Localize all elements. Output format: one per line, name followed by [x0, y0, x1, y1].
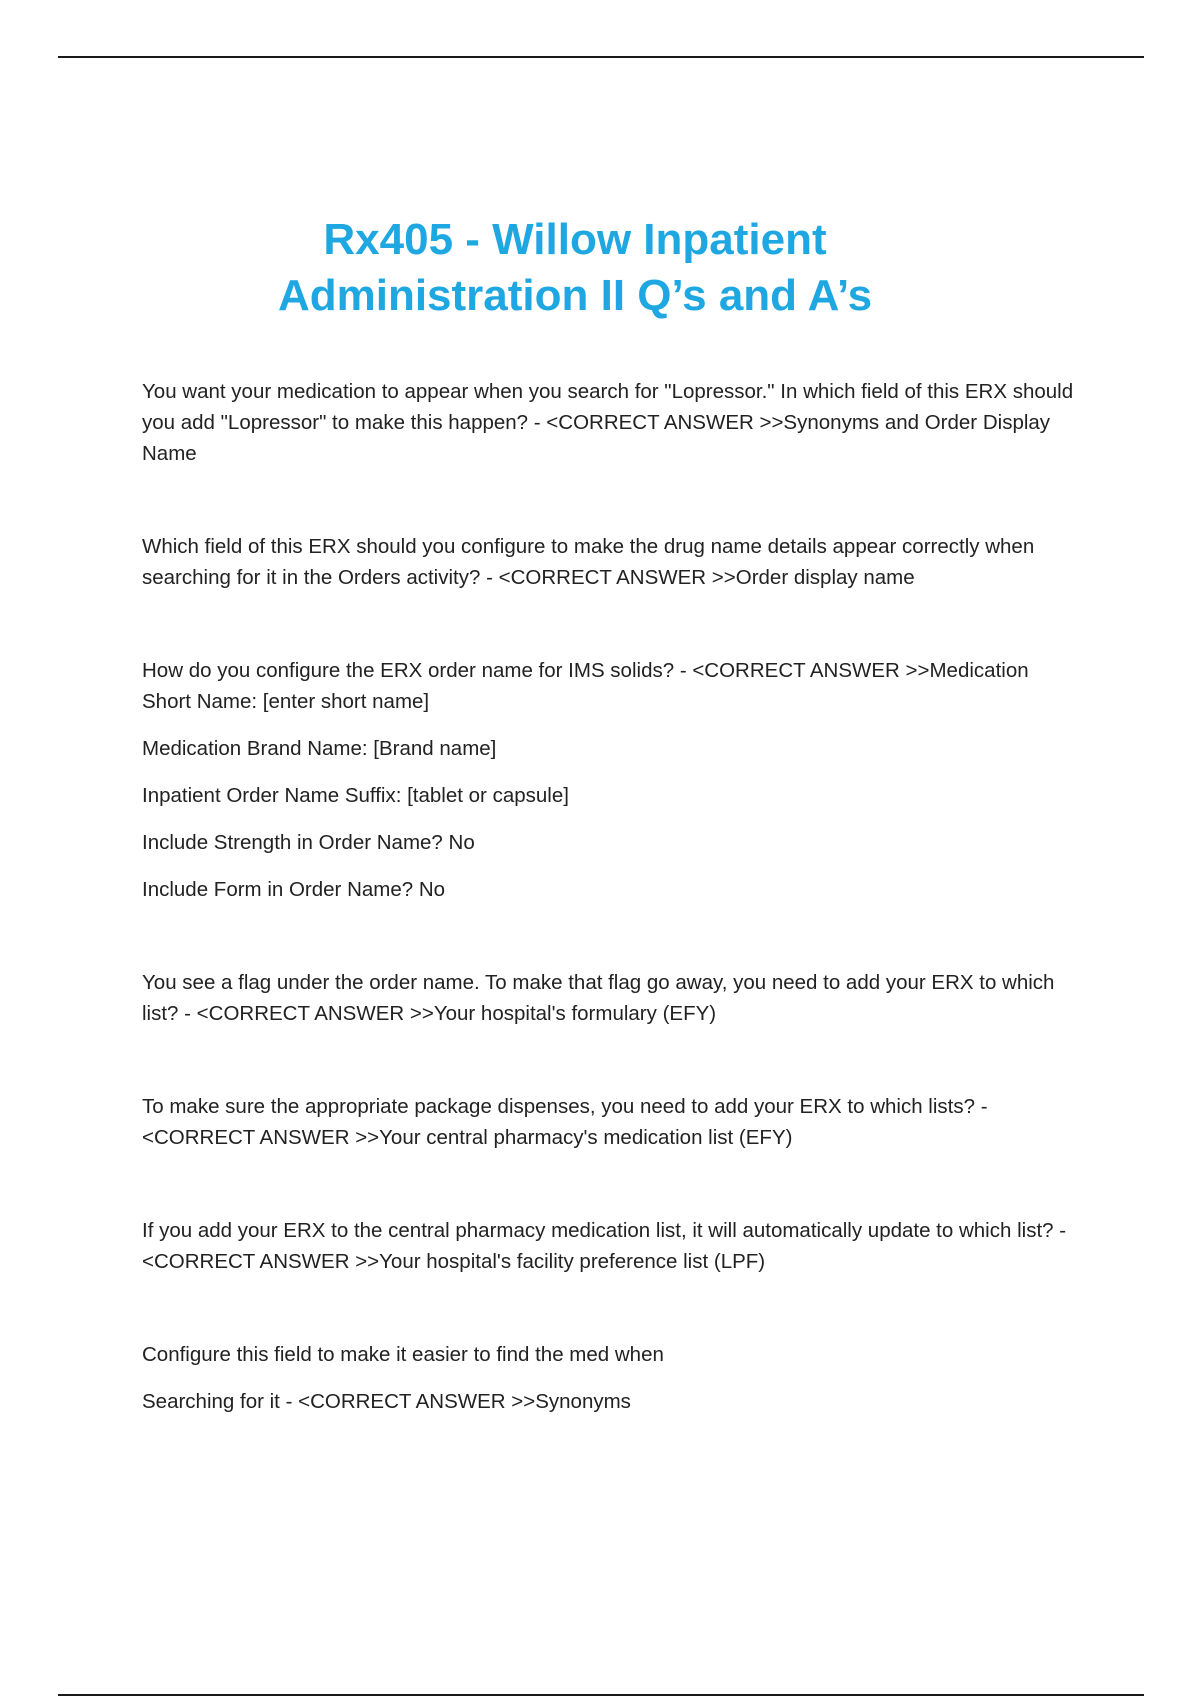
qa-text: How do you configure the ERX order name for IMS solids? - <CORRECT ANSWER >>Medication Short Name: [enter short name] [142, 659, 1029, 713]
document-title [0, 212, 1150, 324]
qa-text: To make sure the appropriate package dispenses, you need to add your ERX to which lists? - <CORRECT ANSWER >>Your central pharmacy's medication list (EFY) [142, 1095, 988, 1149]
qa-item [142, 967, 1082, 1029]
footer-rule [58, 1694, 1144, 1696]
qa-item [142, 531, 1082, 593]
qa-text: If you add your ERX to the central pharmacy medication list, it will automatically update to which list? - <CORRECT ANSWER >>Your hospital's facility preference list (LPF) [142, 1219, 1067, 1273]
qa-item [142, 376, 1082, 469]
title-line-1: Rx405 - Willow Inpatient [323, 215, 827, 264]
qa-list [142, 376, 1082, 1417]
qa-extra-line: Include Strength in Order Name? No [142, 831, 475, 854]
qa-item [142, 1339, 1082, 1417]
qa-extra-line: Medication Brand Name: [Brand name] [142, 737, 497, 760]
qa-item [142, 655, 1082, 905]
qa-extra-line: Inpatient Order Name Suffix: [tablet or capsule] [142, 784, 569, 807]
qa-item [142, 1215, 1082, 1277]
qa-text: Which field of this ERX should you configure to make the drug name details appear correctly when searching for it in the Orders activity? - <CORRECT ANSWER >>Order display name [142, 535, 1035, 589]
qa-text: You see a flag under the order name. To make that flag go away, you need to add your ERX to which list? - <CORRECT ANSWER >>Your hospital's formulary (EFY) [142, 971, 1055, 1025]
header-rule [58, 56, 1144, 58]
qa-text: Configure this field to make it easier to find the med when [142, 1343, 664, 1366]
qa-extra-line: Searching for it - <CORRECT ANSWER >>Synonyms [142, 1390, 631, 1413]
title-line-2: Administration II Q’s and A’s [277, 271, 873, 320]
qa-text: You want your medication to appear when you search for "Lopressor." In which field of this ERX should you add "Lopressor" to make this happen? - <CORRECT ANSWER >>Synonyms and Order Display Name [142, 380, 1074, 465]
qa-extra-line: Include Form in Order Name? No [142, 878, 446, 901]
qa-item [142, 1091, 1082, 1153]
